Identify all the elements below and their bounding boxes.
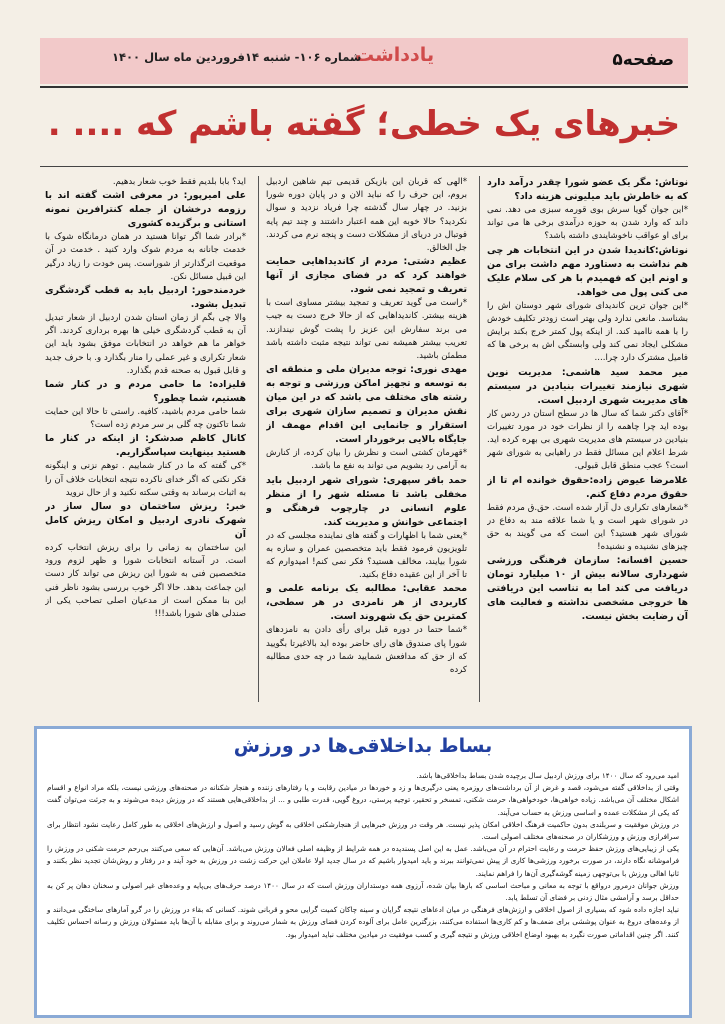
comment-text: *آقای دکتر شما که سال ها در سطح استان در ردس کار بوده اید چرا چاهمه را از نظرات خود در مورد تغییرات بنیادین در سیستم های مدیریت شهری بی بهره کرده اید. شرط اعلام این مسائل فقط در راهیابی به شورای شهر است؟ عجب منطق قابل قبولی.	[487, 408, 688, 472]
header-divider	[40, 86, 688, 88]
comment-text: *کی گفته که ما در کنار شماییم . توهم نزنی و اینگونه فکر نکنی که اگر خدای ناکرده نتیجه انتخابات خلاف آن را به اثبات برساند به وقتی سکته نکنید و از حال نروید	[45, 461, 246, 498]
quote-line: نوتاش:کاندیدا شدن در این انتخابات هر چی هم نداشت به دستاورد مهم داشت برای من و اونم این که فهمیدم با هر کی سلام علیک می کنی پول می خواهد.	[487, 244, 688, 298]
comment-text: *الهی که قربان این بازیکن قدیمی تیم شاهین اردبیل بروم، این حرف را که نباید الان و در پایان دوره شورا بزنید. در چهار سال گذشته چرا فریاد نزدید و سوال نکردید؟ حالا خوبه این همه اعتبار داشتند و چند تیم پایه فوتبال در دریای از مشکلات دست و پنجه نرم می کردند. جل الخالق.	[266, 177, 467, 254]
box-title: بساط بداخلاقی‌ها در ورزش	[233, 735, 493, 757]
comment-text: *یعنی شما با اظهارات و گفته های نماینده مجلسی که در تلویزیون فرمود فقط باید متخصصین عمران و سازه به شورا بیایند، مخالف هستید؟ فکر نمی کنم! امیدوارم که تا آخر از این عقیده دفاع بکنید.	[266, 530, 467, 581]
headline-divider	[40, 166, 688, 167]
quote-line: نوتاش: مگر یک عضو شورا چقدر درآمد دارد که به خاطرش باید میلیونی هزینه داد؟	[487, 177, 688, 202]
page-header	[40, 38, 688, 84]
headline: خبرهای یک خطی؛ گفته باشم که .... .	[47, 104, 681, 144]
quote-line: کانال کاظم صدشکر: از اینکه در کنار ما هستید بینهایت سپاسگزاریم.	[45, 433, 246, 459]
box-paragraph: ورزش جوانان درمرور درواقع با توجه به معانی و مباحث اساسی که بارها بیان شده، آرزوی همه دوستداران ورزش است که در سال ۱۴۰۰ درصد حرف‌های بی‌پایه و وعده‌های غیر اصولی و سخنان دهان پر کن به حداقل برسد و آرامشی مثال زدنی بر فضای آن تسلط یابد.	[47, 880, 679, 903]
comment-text: *شعارهای تکراری دل آزار شده است. حق.ق مردم فقط در شورای شهر است و یا شما علاقه مند به دفاع در شورای شهر هستید؟ این است که می گویند به حق چیزهای نشنیده و نشنیده!	[487, 502, 688, 553]
comment-text: *برادر شما اگر توانا هستید در همان درمانگاه شوک با خدمت جانانه به مردم شوک وارد کنید . خدمت در آن موقعیت اثرگذارتر از شوراست. پس خودت را زیاد درگیر این قبیل مسائل نکن.	[45, 232, 246, 282]
quote-line: قلیزاده: ما حامی مردم و در کنار شما هستیم، شما چطور؟	[45, 379, 246, 405]
quote-line: حمد باقر سپهری: شورای شهر اردبیل باید مخفلی باشد تا مسئله شهر را از منظر علوم انسانی در چارچوب فرهنگی و اجتماعی خوانش و مدیریت کند.	[266, 474, 467, 528]
editorial-box	[34, 726, 692, 1018]
comment-text: این ساختمان به زمانی را برای ریزش انتخاب کرده است. در آستانه انتخابات شورا و ظهر لزوم ورود متخصصین فنی به شورا این ریزش می تواند کار دست این جماعت بدهد. حالا اگر خوب بررسی بشود ناظر فنی این بنا ممکن است از مدعیان اصلی تصاحب یکی از صندلی های شورا باشد!!!	[45, 543, 246, 620]
comment-text: *راست می گوید تعریف و تمجید بیشتر مساوی است با هزینه بیشتر. کاندیداهایی که از حالا خرج دست به جیب می برند سفارش این عزیز را پشت گوش نیندازند. تعریب بیشتر همیشه نمی تواند نتیجه مثبت داشته باشد مطمئن باشید.	[266, 298, 467, 362]
issue-info: شماره ۱۰۶- شنبه ۱۴فروردین ماه سال ۱۴۰۰	[112, 50, 362, 64]
column-divider	[479, 176, 480, 702]
quote-line: میر محمد سید هاشمی: مدیریت نوین شهری نیازمند تغییرات بنیادین در سیستم های مدیریت شهری اردبیل است.	[487, 366, 688, 406]
column-right	[487, 176, 688, 704]
comment-text: *قهرمان کشتی است و نظرش را بیان کرده، از کنارش به آرامی رد بشویم می تواند به نفع ما باشد.	[266, 448, 467, 472]
column-left	[45, 176, 246, 704]
box-paragraph: امید می‌رود که سال ۱۴۰۰ برای ورزش اردبیل سال برچیده شدن بساط بداخلاقی‌ها باشد.	[416, 771, 679, 780]
section-title: یادداشت	[355, 44, 435, 66]
quote-line: عظیم دشتی: مردم از کاندیداهایی حمایت خواهند کرد که در فضای مجازی از آنها تعریف و تمجید نمی شود.	[266, 256, 467, 296]
quote-line: حسین افسانه: سازمان فرهنگی ورزشی شهرداری سالانه بیش از ۱۰ میلیارد تومان دریافت می کند اما به تناسب این دریافتی ها خروجی مشخصی نداشته و فعالیت های آن رضایت بخش نیست.	[487, 555, 688, 623]
box-paragraph: نباید اجازه داده شود که بسیاری از اصول اخلاقی و ارزش‌های فرهنگی در میان ادعاهای نتیجه گرایان و سینه چاکان کمیت گرایی محو و قربانی شوند. کسانی که بقاء در ورزش را در گرو آمارهای ساختگی می‌دانند و از وعده‌های دروغ به عنوان پوششی برای ضعف‌ها و کم کاری‌ها استفاده می‌کنند، بزرگترین عامل برای آلوده کردن فضای ورزش به شمار می‌روند و برای مقابله با آن‌ها باید مسئولان ورزش و رسانه احساس تکلیف کنند. اگر چنین اقداماتی صورت نگیرد به بهبود اوضاع اخلاقی ورزش و نتیجه گیری و کسب موفقیت در میادین مختلف نباید امیدوار بود.	[47, 905, 679, 939]
comment-text: *این جوان ترین کاندیدای شورای شهر دوستان اش را بشناسد. مانعی ندارد ولی بهتر است زودتر تکلیف خودش را با همه ناامید کند. از اینکه پول کمتر خرج بکند برایش مشکلی ایجاد نمی کند ولی وابستگی اش به برخی ها که فامیل مشترک دارد چرا....	[487, 300, 688, 364]
column-middle	[266, 176, 467, 704]
comment-text: *شما حتما در دوره قبل برای رأی دادن به نامزدهای شورا پای صندوق های رای حاضر بوده اید بالاغیرتا بگویید که از حق که مدافعش شمایید شما در چه حدی مطالبه کرده	[266, 625, 467, 676]
quote-line: محمد عقابی: مطالبه یک برنامه علمی و کاربردی از هر نامزدی در هر سطحی، کمترین حق یک شهروند است.	[266, 583, 467, 623]
column-divider	[258, 176, 259, 702]
quote-line: غلامرضا عیوض زاده:حقوق خوانده ام تا از حقوق مردم دفاع کنم.	[487, 474, 688, 500]
comment-text: والا چی بگم از زمان استان شدن اردبیل از شعار تبدیل آن به قطب گردشگری خیلی ها بهره برداری کردند. اگر خواهر ما هم خواهد در انتخابات موفق بشود باید این شعار تکراری و غیر عملی را منار بگذارد و. با حرف جدید و قابل قبول به صحنه قدم بگذارد.	[45, 313, 246, 376]
box-paragraph: یکی از زیبایی‌های ورزش حفظ حرمت و رعایت احترام در آن می‌باشد. عمل به این اصل پسندیده در همه شرایط از وظیفه اصلی فعالان ورزش می‌باشد. آن‌هایی که سعی می‌کنند بی‌رحم حرمت شکنی در ورزش را فراموشانه نگاه دارند، در صورت برخورد ورزشی‌ها کاری از پیش نمی‌توانند ببرند و باید امیدوار باشیم که در سال جدید اولا عاملان این حرکت زشت در ورزش به خود آیند و در رفتار و روش‌شان تجدید نظر بکنند و ثانیا اهالی ورزش با بی‌توجهی زمینه گوشه‌گیری آن‌ها را فراهم نمایند.	[47, 844, 679, 878]
comment-text: *این جوان گویا سرش بوی قورمه سبزی می دهد. نمی داند که وارد شدن به حوزه درآمدی برخی ها می تواند برای او عواقب ناخوشایندی داشته باشد؟	[487, 205, 688, 242]
quote-line: خردمندحور: اردبیل باید به قطب گردشگری تبدیل بشود.	[45, 285, 246, 311]
quote-line: خبر: ریزش ساختمان دو سال ساز در شهرک نادری اردبیل و امکان ریزش کامل آن	[45, 501, 246, 541]
box-paragraph: وقتی از بداخلاقی گفته می‌شود، قصد و غرض از آن برداشت‌های روزمره یعنی درگیری‌ها و زد و خوردها در میادین رقابت و یا رفتارهای زننده و هنجار شکنانه در صحنه‌های ورزشی نیست، بلکه مراد انواع و اقسام اشکال مختلف آن می‌باشد. زیاده خواهی‌ها، خودخواهی‌ها، حرمت شکنی، تمسخر و تحقیر، توجیه پرستی، دروغ گویی، قدرت طلبی و ... از بداخلاقی‌هایی هستند که در ورزش دیده می‌شوند و به جرئت می‌توان گفت که یکی از مشکلات عمده و اساسی ورزش به حساب می‌آیند.	[47, 783, 679, 817]
page-number: صفحه۵	[612, 50, 674, 70]
quote-line: علی امیرپور: در معرفی اشت گفته اند با رزومه درخشان از جمله کنترافرین نمونه استانی و برگزیده کشوری	[45, 190, 246, 230]
quote-line: مهدی نوری: توجه مدیران ملی و منطقه ای به توسعه و تجهیز اماکن ورزشی و توجه به رشته های مختلف می باشد که در این میان نقش مدیران و تصمیم سازان شهری برای استقرار و جانمایی این اقدام مهمف از جایگاه بالایی برخوردار است.	[266, 364, 467, 446]
comment-text: اید؟ بابا بلدیم فقط خوب شعار بدهیم.	[112, 177, 246, 187]
box-paragraph: در ورزش موفقیت و سربلندی بدون حاکمیت فرهنگ اخلاقی امکان پذیر نیست. هر وقت در ورزش خبرهایی از هنجارشکنی اخلاقی به گوش رسید و اصول و ارزش‌های اخلاقی به طور کامل رعایت نشود انتظار برای سرافرازی ورزش و ورزشکاران در صحنه‌های مختلف اصولی است.	[47, 819, 679, 842]
comment-text: شما حامی مردم باشید، کافیه. راستی تا حالا این حمایت شما تاکنون چه گلی بر سر مردم زده است؟	[45, 407, 246, 431]
box-body	[47, 770, 679, 941]
